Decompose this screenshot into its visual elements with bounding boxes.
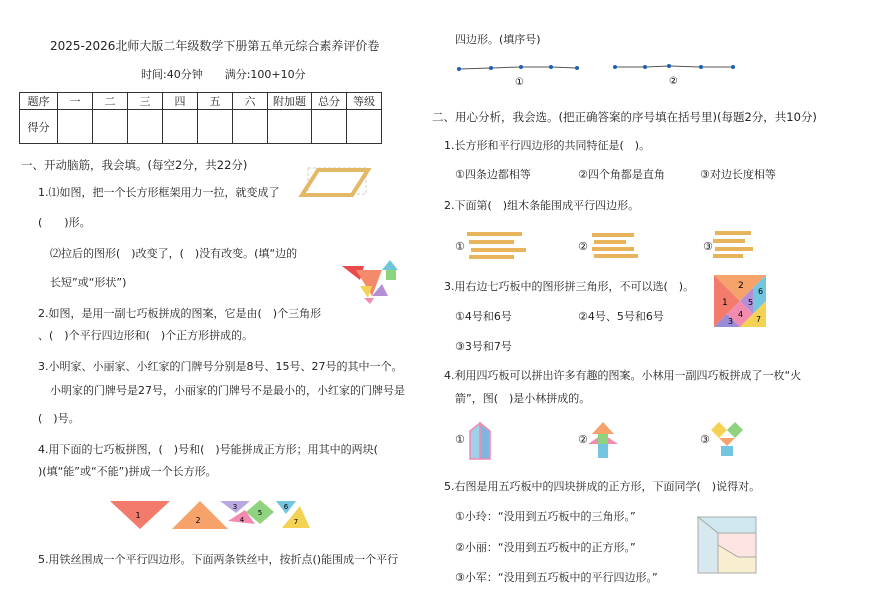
s2-q5: 5.右图是用五巧板中的四块拼成的正方形，下面同学( )说得对。 — [444, 480, 761, 493]
s2-q4-line2: 箭”，图( )是小林拼成的。 — [455, 392, 591, 405]
s1-q5-line2: 四边形。(填序号) — [455, 33, 541, 46]
score-cell[interactable] — [198, 110, 233, 144]
tangram-label: 4 — [239, 516, 245, 524]
rocket-piece — [598, 434, 608, 444]
score-cell[interactable] — [268, 110, 312, 144]
s2-q4-line1: 4.利用四巧板可以拼出许多有趣的图案。小林用一副四巧板拼成了一枚“火 — [444, 369, 802, 382]
tangram-label: 2 — [738, 281, 744, 291]
tangram-label: 1 — [135, 511, 141, 520]
s1-q5-line1: 5.用铁丝围成一个平行四边形。下面两条铁丝中，按折点()能围成一个平行 — [38, 553, 399, 566]
rocket-piece — [480, 423, 490, 459]
table-header: 等级 — [347, 93, 382, 110]
exam-meta: 时间:40分钟 满分:100+10分 — [141, 68, 306, 81]
tangram-piece — [364, 298, 374, 304]
rocket-figure-2 — [588, 422, 618, 460]
s2-q5-opt2: ②小丽：“没用到五巧板中的正方形。” — [455, 541, 636, 554]
s2-q1-opt1: ①四条边都相等 — [455, 168, 531, 181]
rocket-piece — [592, 422, 614, 434]
wire-label: ② — [669, 76, 678, 87]
s1-q4-line2: )(填“能”或“不能”)拼成一个长方形。 — [38, 465, 217, 478]
table-header: 二 — [93, 93, 128, 110]
rocket-figure-3 — [711, 422, 743, 458]
tangram-label: 6 — [758, 287, 764, 296]
s1-q1-line2: ( )形。 — [38, 216, 91, 229]
s2-q1-opt2: ②四个角都是直角 — [578, 168, 665, 181]
tangram-pieces-figure — [110, 496, 315, 532]
sticks-group-3 — [713, 230, 758, 260]
tangram-piece — [386, 270, 396, 280]
stretched-frame-figure — [298, 166, 370, 200]
s1-q1-line3: ⑵拉后的图形( )改变了，( )没有改变。(填“边的 — [50, 247, 298, 260]
s1-q3-line3: ( )号。 — [38, 412, 80, 425]
s2-q3-opt3: ③3号和7号 — [455, 340, 512, 353]
table-header: 题序 — [20, 93, 58, 110]
rocket-piece — [470, 423, 480, 459]
rocket-piece — [711, 422, 727, 438]
section1-heading: 一、开动脑筋，我会填。(每空2分，共22分) — [21, 158, 248, 172]
tangram-square-figure — [714, 275, 767, 328]
rocket-piece — [598, 444, 608, 458]
s2-q4-opt1: ① — [455, 433, 465, 446]
row-label: 得分 — [20, 110, 58, 144]
tangram-piece — [382, 260, 398, 270]
s2-q2-opt2: ② — [578, 240, 588, 253]
s2-q3-opt1: ①4号和6号 — [455, 310, 512, 323]
sticks-group-2 — [592, 232, 642, 260]
table-header: 一 — [58, 93, 93, 110]
wire-1 — [459, 67, 577, 69]
s2-q2-opt1: ① — [455, 240, 465, 253]
score-cell[interactable] — [347, 110, 382, 144]
s1-q1-line4: 长短”或“形状”) — [50, 276, 127, 289]
tangram-label: 6 — [283, 503, 289, 511]
s1-q1-line1: 1.⑴如图，把一个长方形框架用力一拉，就变成了 — [38, 186, 280, 199]
s2-q1-opt3: ③对边长度相等 — [700, 168, 776, 181]
table-header: 六 — [233, 93, 268, 110]
s1-q3-line1: 3.小明家、小丽家、小红家的门牌号分别是8号、15号、27号的其中一个。 — [38, 360, 403, 373]
s1-q4-line1: 4.用下面的七巧板拼图，( )号和( )号能拼成正方形；用其中的两块( — [38, 443, 378, 456]
score-cell[interactable] — [58, 110, 93, 144]
tangram-label: 2 — [195, 516, 201, 525]
score-table — [19, 92, 382, 144]
s2-q5-opt3: ③小军：“没用到五巧板中的平行四边形。” — [455, 571, 658, 584]
s2-q1: 1.长方形和平行四边形的共同特征是( )。 — [444, 139, 651, 152]
tangram-label: 5 — [257, 509, 263, 517]
section2-heading: 二、用心分析，我会选。(把正确答案的序号填在括号里)(每题2分，共10分) — [432, 110, 817, 124]
table-header: 总分 — [312, 93, 347, 110]
rocket-piece — [719, 438, 735, 446]
s2-q4-opt3: ③ — [700, 433, 710, 446]
s1-q2-line2: 、( )个平行四边形和( )个正方形拼成的。 — [38, 329, 254, 342]
pentomino-square-figure — [698, 517, 758, 575]
table-header: 附加题 — [268, 93, 312, 110]
table-header: 五 — [198, 93, 233, 110]
s1-q2-line1: 2.如图，是用一副七巧板拼成的图案，它是由( )个三角形 — [38, 307, 322, 320]
s2-q3: 3.用右边七巧板中的图形拼三角形，不可以选( )。 — [444, 280, 695, 293]
tangram-label: 4 — [738, 310, 744, 319]
s2-q3-opt2: ②4号、5号和6号 — [578, 310, 664, 323]
rocket-piece — [727, 422, 743, 438]
tangram-label: 7 — [756, 315, 762, 324]
s2-q2: 2.下面第( )组木条能围成平行四边形。 — [444, 199, 640, 212]
rocket-piece — [721, 446, 733, 456]
s2-q2-opt3: ③ — [703, 240, 713, 253]
tangram-label: 3 — [728, 317, 734, 326]
table-header: 三 — [128, 93, 163, 110]
wire-label: ① — [515, 77, 524, 88]
table-header: 四 — [163, 93, 198, 110]
tangram-label: 5 — [748, 298, 754, 307]
s2-q4-opt2: ② — [578, 433, 588, 446]
parallelogram-frame — [302, 170, 368, 195]
tangram-label: 1 — [722, 298, 728, 308]
score-cell[interactable] — [312, 110, 347, 144]
s1-q3-line2: 小明家的门牌号是27号，小丽家的门牌号不是最小的，小红家的门牌号是 — [50, 384, 405, 397]
bird-tangram-figure — [342, 258, 400, 306]
exam-title: 2025-2026北师大版二年级数学下册第五单元综合素养评价卷 — [50, 39, 380, 53]
score-cell[interactable] — [93, 110, 128, 144]
score-cell[interactable] — [233, 110, 268, 144]
wire-2 — [615, 66, 733, 67]
tangram-label: 7 — [293, 518, 299, 526]
rocket-figure-1 — [468, 423, 494, 461]
sticks-group-1 — [467, 230, 527, 260]
s2-q5-opt1: ①小玲：“没用到五巧板中的三角形。” — [455, 510, 636, 523]
tangram-label: 3 — [232, 503, 238, 511]
score-cell[interactable] — [128, 110, 163, 144]
score-cell[interactable] — [163, 110, 198, 144]
wire-figures — [455, 63, 745, 89]
